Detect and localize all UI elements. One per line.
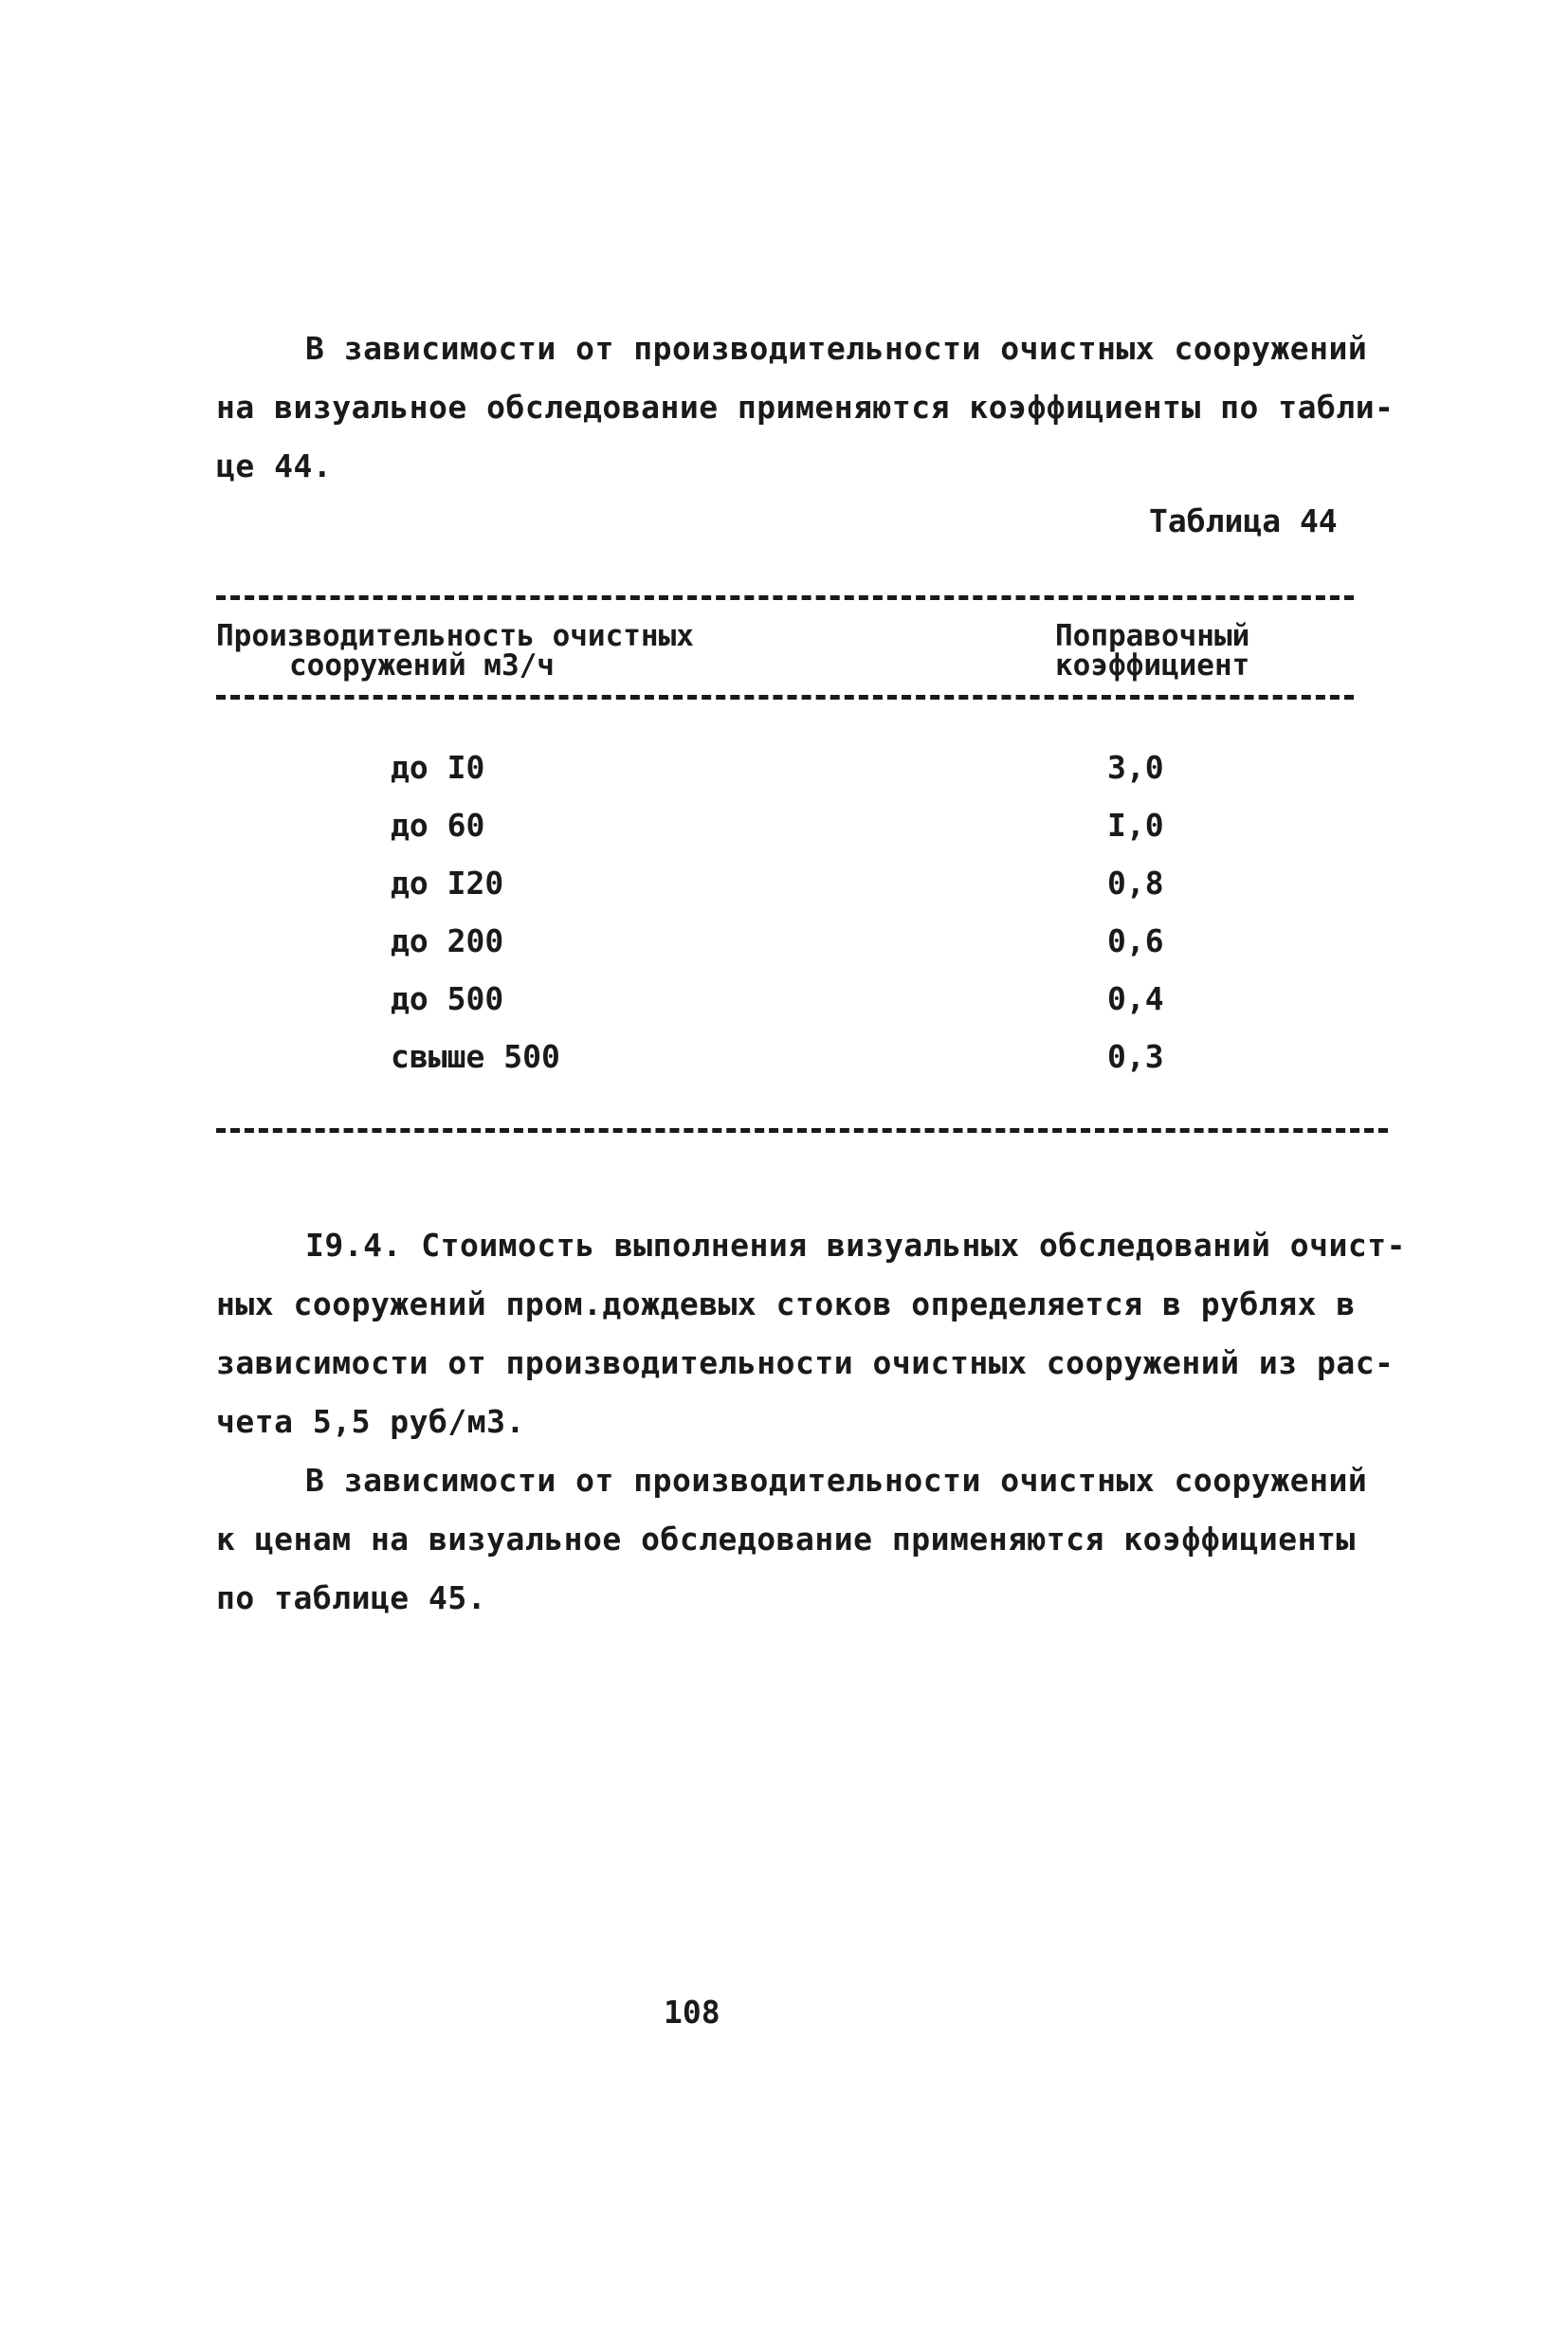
section-line-1: I9.4. Стоимость выполнения визуальных обследований очист- [305, 1227, 1406, 1264]
header-coefficient-line-1: Поправочный [1055, 619, 1250, 653]
cell-coefficient: 3,0 [1107, 749, 1164, 786]
intro-line-1: В зависимости от производительности очистных сооружений [305, 330, 1368, 367]
cell-coefficient: 0,6 [1107, 922, 1164, 959]
header-capacity-line-1: Производительность очистных [216, 619, 694, 653]
cell-capacity: до 200 [391, 922, 504, 959]
section-line-4: чета 5,5 руб/м3. [216, 1403, 525, 1440]
intro-line-3: це 44. [216, 447, 333, 484]
table-header-rule [216, 695, 1354, 700]
cell-capacity: свыше 500 [391, 1038, 560, 1075]
table-top-rule [216, 595, 1354, 600]
closing-line-1: В зависимости от производительности очистных сооружений [305, 1462, 1368, 1499]
section-line-2: ных сооружений пром.дождевых стоков определяется в рублях в [216, 1285, 1356, 1322]
cell-capacity: до I0 [391, 749, 485, 786]
page-number: 108 [664, 1994, 720, 2031]
cell-coefficient: 0,3 [1107, 1038, 1164, 1075]
closing-line-2: к ценам на визуальное обследование применяются коэффициенты [216, 1521, 1356, 1558]
cell-capacity: до 500 [391, 980, 504, 1017]
table-bottom-rule [216, 1128, 1388, 1133]
header-coefficient-line-2: коэффициент [1055, 648, 1250, 683]
cell-capacity: до 60 [391, 807, 485, 844]
table-caption: Таблица 44 [1149, 502, 1338, 539]
cell-coefficient: 0,4 [1107, 980, 1164, 1017]
header-capacity-line-2: сооружений м3/ч [289, 648, 555, 683]
closing-line-3: по таблице 45. [216, 1579, 487, 1616]
cell-coefficient: I,0 [1107, 807, 1164, 844]
section-line-3: зависимости от производительности очистных сооружений из рас- [216, 1344, 1395, 1381]
cell-capacity: до I20 [391, 865, 504, 902]
intro-line-2: на визуальное обследование применяются коэффициенты по табли- [216, 389, 1395, 426]
cell-coefficient: 0,8 [1107, 865, 1164, 902]
